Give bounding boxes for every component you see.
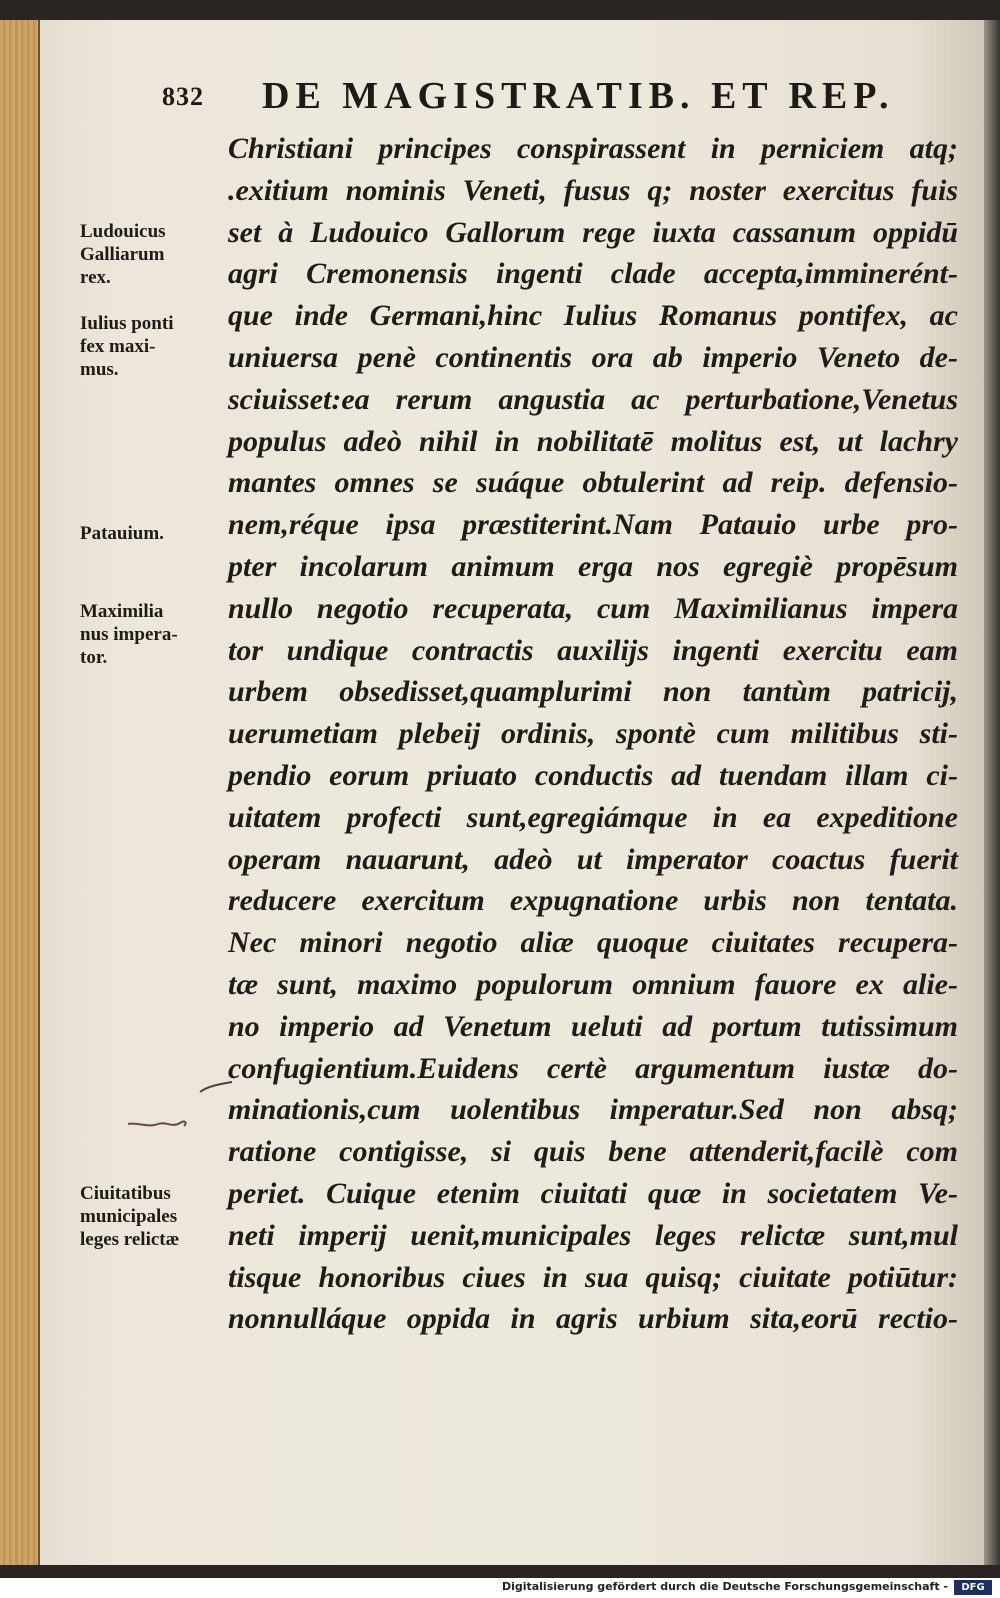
marginal-note: Ciuitatibus municipales leges relictæ	[80, 1183, 180, 1250]
text-line: tæ sunt, maximo populorum omnium fauore ex alie-	[228, 967, 958, 1001]
text-line: agri Cremonensis ingenti clade accepta,imminerént-	[228, 257, 958, 291]
text-line: uitatem profecti sunt,egregiámque in ea expeditione	[228, 800, 958, 834]
dfg-logo: DFG	[954, 1580, 992, 1595]
running-title: DE MAGISTRATIB. ET REP.	[262, 75, 895, 117]
page-number: 832	[162, 82, 204, 111]
text-line: mantes omnes se suáque obtulerint ad reip. defensio-	[228, 466, 958, 500]
marginal-note: Patauium.	[80, 523, 164, 544]
text-line: nem,réque ipsa præstiterint.Nam Patauio urbe pro-	[228, 508, 958, 542]
text-line: populus adeò nihil in nobilitatē molitus est, ut lachry	[228, 424, 958, 458]
text-line: periet. Cuique etenim ciuitati quæ in societatem Ve-	[228, 1176, 958, 1210]
page-fore-edge	[0, 20, 40, 1565]
funding-credit: Digitalisierung gefördert durch die Deutsche Forschungsgemeinschaft -	[501, 1580, 948, 1593]
text-line: .exitium nominis Veneti, fusus q; noster exercitus fuis	[228, 173, 958, 207]
text-line: urbem obsedisset,quamplurimi non tantùm patricij,	[228, 675, 958, 709]
text-line: operam nauarunt, adeò ut imperator coactus fuerit	[228, 842, 958, 876]
text-line: nullo negotio recuperata, cum Maximilianus impera	[228, 591, 958, 625]
text-line: set à Ludouico Gallorum rege iuxta cassanum oppidū	[228, 215, 958, 249]
text-line: uerumetiam plebeij ordinis, spontè cum militibus sti-	[228, 717, 958, 751]
handwritten-mark	[128, 1078, 238, 1138]
text-line: Nec minori negotio aliæ quoque ciuitates recupera-	[228, 926, 958, 960]
text-line: sciuisset:ea rerum angustia ac perturbatione,Venetus	[228, 382, 958, 416]
text-line: pter incolarum animum erga nos egregiè propēsum	[228, 549, 958, 583]
text-line: confugientium.Euidens certè argumentum iustæ do-	[228, 1051, 958, 1085]
text-line: uniuersa penè continentis ora ab imperio Veneto de-	[228, 340, 958, 374]
page-header	[162, 74, 962, 124]
text-line: reducere exercitum expugnatione urbis non tentata.	[228, 884, 958, 918]
body-text	[228, 128, 958, 1340]
text-line: pendio eorum priuato conductis ad tuendam illam ci-	[228, 758, 958, 792]
text-line: tor undique contractis auxilijs ingenti exercitu eam	[228, 633, 958, 667]
text-line: nonnulláque oppida in agris urbium sita,eorū rectio-	[228, 1302, 958, 1336]
footer-bar	[0, 1578, 1000, 1598]
marginal-note: Maximilia nus impera- tor.	[80, 601, 178, 668]
text-line: tisque honoribus ciues in sua quisq; ciuitate potiūtur:	[228, 1260, 958, 1294]
text-line: que inde Germani,hinc Iulius Romanus pontifex, ac	[228, 299, 958, 333]
text-line: minationis,cum uolentibus imperatur.Sed non absq;	[228, 1093, 958, 1127]
text-line: ratione contigisse, si quis bene attenderit,facilè com	[228, 1135, 958, 1169]
marginal-note: Iulius ponti fex maxi- mus.	[80, 313, 174, 380]
marginal-note: Ludouicus Galliarum rex.	[80, 221, 166, 288]
gutter-shadow	[984, 20, 1000, 1565]
text-line: no imperio ad Venetum ueluti ad portum tutissimum	[228, 1009, 958, 1043]
text-line: neti imperij uenit,municipales leges relictæ sunt,mul	[228, 1218, 958, 1252]
text-line: Christiani principes conspirassent in perniciem atq;	[228, 132, 958, 165]
